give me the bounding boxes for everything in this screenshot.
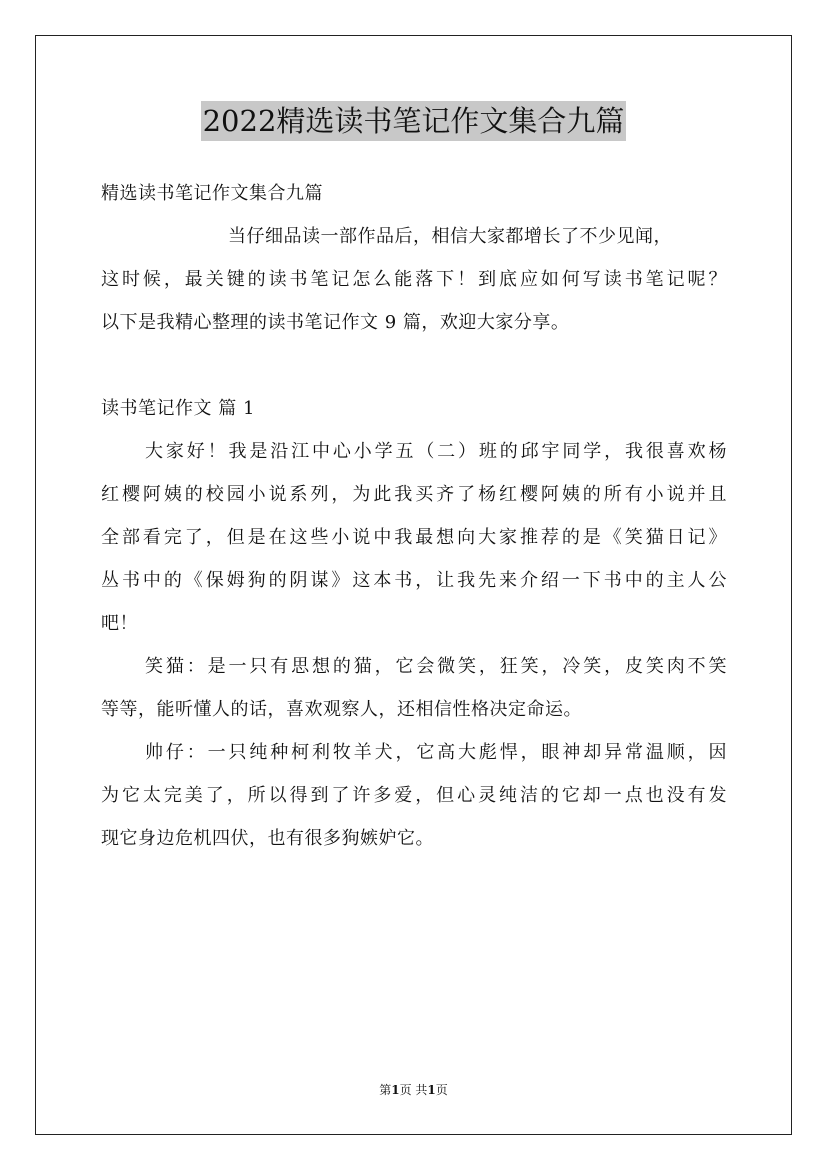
page-current: 1 xyxy=(391,1083,400,1097)
document-body xyxy=(101,172,727,860)
page-footer xyxy=(0,1082,827,1098)
paragraph-line: 帅仔：一只纯种柯利牧羊犬，它高大彪悍，眼神却异常温顺，因 xyxy=(145,742,727,763)
page-total: 1 xyxy=(427,1083,436,1097)
section-heading: 读书笔记作文 篇 1 xyxy=(101,398,255,419)
paragraph-line: 等等，能听懂人的话，喜欢观察人，还相信性格决定命运。 xyxy=(101,699,582,720)
paragraph-line: 笑猫：是一只有思想的猫，它会微笑，狂笑，冷笑，皮笑肉不笑 xyxy=(145,656,727,677)
intro-line: 当仔细品读一部作品后，相信大家都增长了不少见闻， xyxy=(228,226,672,247)
paragraph-line: 全部看完了，但是在这些小说中我最想向大家推荐的是《笑猫日记》 xyxy=(101,527,727,548)
intro-line: 以下是我精心整理的读书笔记作文 9 篇，欢迎大家分享。 xyxy=(101,312,570,333)
paragraph-line: 为它太完美了，所以得到了许多爱，但心灵纯洁的它却一点也没有发 xyxy=(101,785,727,806)
paragraph-line: 红樱阿姨的校园小说系列，为此我买齐了杨红樱阿姨的所有小说并且 xyxy=(101,484,727,505)
paragraph-line: 吧！ xyxy=(101,613,138,634)
spacer xyxy=(101,344,727,387)
paragraph-line: 丛书中的《保姆狗的阴谋》这本书，让我先来介绍一下书中的主人公 xyxy=(101,570,727,591)
intro-line: 这时候，最关键的读书笔记怎么能落下！到底应如何写读书笔记呢？ xyxy=(101,269,727,290)
title-container xyxy=(0,101,827,141)
paragraph-line: 现它身边危机四伏，也有很多狗嫉妒它。 xyxy=(101,828,434,849)
page-label-prefix: 第 xyxy=(379,1083,392,1097)
document-title: 2022精选读书笔记作文集合九篇 xyxy=(201,101,627,141)
page-label-suffix: 页 xyxy=(435,1083,448,1097)
paragraph-line: 大家好！我是沿江中心小学五（二）班的邱宇同学，我很喜欢杨 xyxy=(145,441,727,462)
page-label-mid: 页 共 xyxy=(399,1083,428,1097)
document-subtitle: 精选读书笔记作文集合九篇 xyxy=(101,183,323,204)
